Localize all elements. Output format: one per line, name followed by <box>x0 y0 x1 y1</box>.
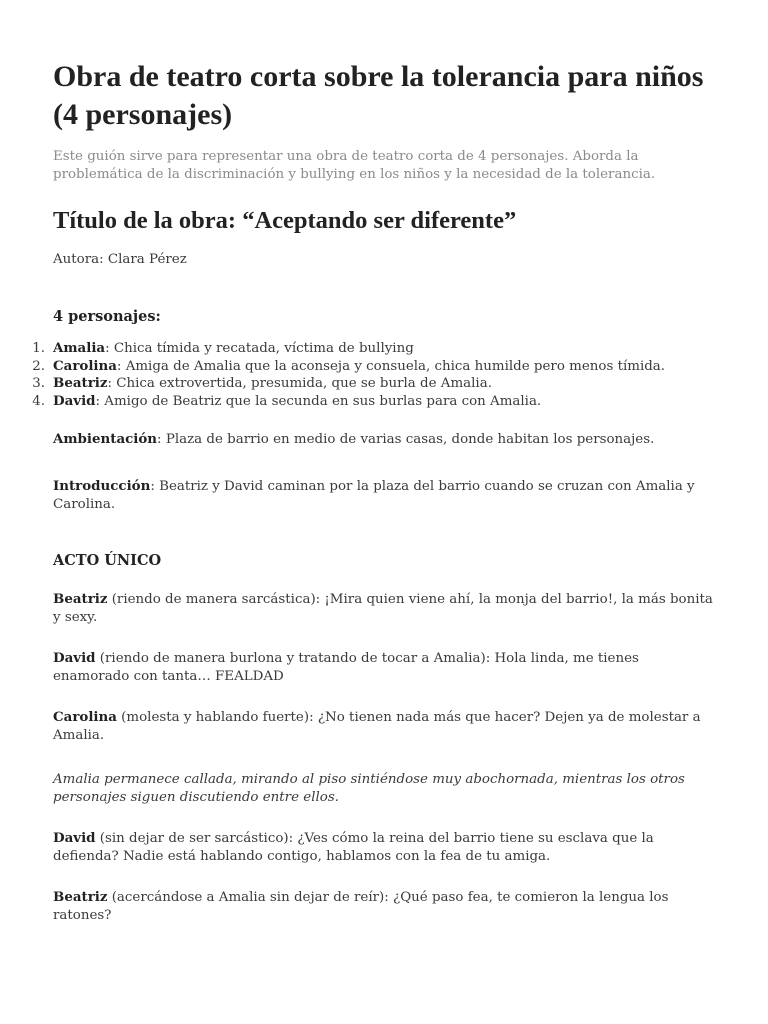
dialogue-line <box>53 888 718 925</box>
cast-item-desc: : Chica extrovertida, presumida, que se burla de Amalia. <box>107 376 492 391</box>
dialogue-text: (riendo de manera burlona y tratando de tocar a Amalia): Hola linda, me tienes enamorado con tanta… FEALDAD <box>53 651 639 684</box>
cast-item-name: Beatriz <box>53 375 108 391</box>
cast-item-desc: : Chica tímida y recatada, víctima de bullying <box>105 341 414 356</box>
introduction-paragraph <box>53 477 718 514</box>
dialogue-text: (riendo de manera sarcástica): ¡Mira quien viene ahí, la monja del barrio!, la más bonita y sexy. <box>53 592 713 625</box>
cast-list <box>32 340 718 410</box>
cast-item <box>32 392 718 411</box>
introduction-text: : Beatriz y David caminan por la plaza del barrio cuando se cruzan con Amalia y Carolina. <box>53 479 695 512</box>
act-heading: ACTO ÚNICO <box>53 552 162 569</box>
cast-item-name: David <box>53 392 96 409</box>
intro-paragraph: Este guión sirve para representar una obra de teatro corta de 4 personajes. Aborda la problemática de la discriminación y bullying en los niños y la necesidad de la tolerancia. <box>53 149 656 182</box>
introduction-label: Introducción <box>53 478 151 494</box>
setting-text: : Plaza de barrio en medio de varias casas, donde habitan los personajes. <box>157 432 655 447</box>
dialogue-line <box>53 829 718 866</box>
stage-direction: Amalia permanece callada, mirando al piso sintiéndose muy abochornada, mientras los otros personajes siguen discutiendo entre ellos. <box>53 772 685 805</box>
dialogue-text: (sin dejar de ser sarcástico): ¿Ves cómo la reina del barrio tiene su esclava que la defienda? Nadie está hablando contigo, hablamos con la fea de tu amiga. <box>53 831 654 864</box>
speaker-name: David <box>53 830 96 846</box>
dialogue-text: (molesta y hablando fuerte): ¿No tienen nada más que hacer? Dejen ya de molestar a Amalia. <box>53 710 701 743</box>
cast-item-number: 2. <box>32 358 45 374</box>
cast-item <box>32 357 718 376</box>
setting-label: Ambientación <box>53 431 158 447</box>
dialogue-line <box>53 708 718 745</box>
author-line: Autora: Clara Pérez <box>53 252 187 267</box>
cast-item-name: Carolina <box>53 357 117 374</box>
cast-item <box>32 375 718 393</box>
cast-heading: 4 personajes: <box>53 308 161 325</box>
speaker-name: Beatriz <box>53 591 108 607</box>
cast-item-desc: : Amiga de Amalia que la aconseja y consuela, chica humilde pero menos tímida. <box>116 358 666 374</box>
page-title: Obra de teatro corta sobre la tolerancia para niños (4 personajes) <box>53 60 704 131</box>
dialogue-text: (acercándose a Amalia sin dejar de reír): ¿Qué paso fea, te comieron la lengua los ratones? <box>53 890 669 923</box>
speaker-name: Carolina <box>53 709 117 725</box>
speaker-name: David <box>53 650 96 666</box>
play-title: Título de la obra: “Aceptando ser diferente” <box>53 207 517 234</box>
cast-item-number: 3. <box>32 376 45 391</box>
speaker-name: Beatriz <box>53 889 108 905</box>
setting-paragraph <box>53 430 718 449</box>
cast-item <box>32 340 718 358</box>
dialogue-line <box>53 649 718 686</box>
cast-item-desc: : Amigo de Beatriz que la secunda en sus burlas para con Amalia. <box>95 393 542 409</box>
document-page <box>32 58 718 925</box>
cast-item-number: 4. <box>32 393 45 409</box>
cast-item-name: Amalia <box>53 340 106 356</box>
dialogue-line <box>53 590 718 627</box>
cast-item-number: 1. <box>32 341 45 356</box>
